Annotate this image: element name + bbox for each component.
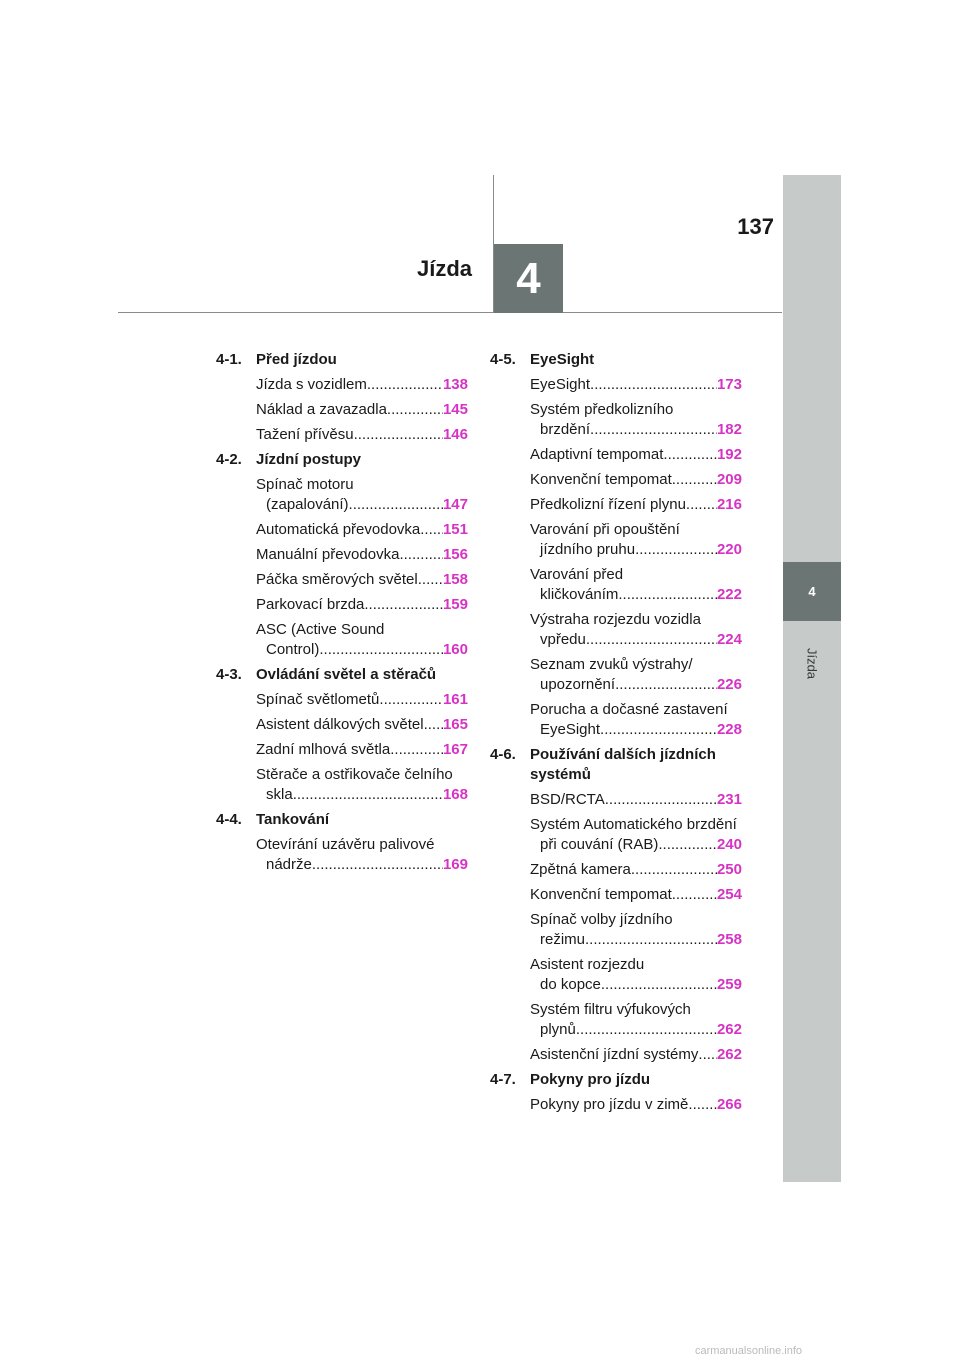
toc-entry[interactable]: [256, 690, 468, 710]
entry-title: EyeSight: [540, 721, 601, 738]
toc-entry[interactable]: [256, 570, 468, 590]
dot-leader: [688, 1095, 717, 1115]
entry-title: Automatická převodovka: [256, 521, 421, 538]
toc-entry[interactable]: [256, 835, 468, 875]
section-number: 4-3.: [216, 666, 242, 683]
dot-leader: [390, 740, 443, 760]
entry-title: Otevírání uzávěru palivové: [256, 836, 435, 853]
dot-leader: [312, 855, 443, 875]
page-reference-link[interactable]: 145: [442, 401, 468, 418]
page-reference-link[interactable]: 262: [716, 1021, 742, 1038]
entry-title: brzdění: [540, 421, 591, 438]
entry-title: Varování při opouštění: [530, 521, 680, 538]
entry-title: do kopce: [540, 976, 601, 993]
section-title: EyeSight: [530, 351, 595, 368]
toc-column-right: [490, 345, 742, 1115]
entry-title: Systém filtru výfukových: [530, 1001, 691, 1018]
section-title: Používání dalších jízdních systémů: [530, 746, 716, 783]
entry-title: nádrže: [266, 856, 312, 873]
dot-leader: [698, 1045, 717, 1065]
page-reference-link[interactable]: 216: [716, 496, 742, 513]
entry-title: skla: [266, 786, 293, 803]
section-heading: [216, 450, 468, 470]
page-reference-link[interactable]: 254: [716, 886, 742, 903]
page-reference-link[interactable]: 266: [716, 1096, 742, 1113]
section-number: 4-5.: [490, 351, 516, 368]
toc-entry[interactable]: [530, 1045, 742, 1065]
footer-watermark: carmanualsonline.info: [695, 1345, 803, 1357]
toc-entry[interactable]: [256, 595, 468, 615]
toc-entry[interactable]: [530, 910, 742, 950]
toc-entry[interactable]: [530, 885, 742, 905]
page-reference-link[interactable]: 209: [716, 471, 742, 488]
entry-title: Konvenční tempomat: [530, 886, 672, 903]
toc-entry[interactable]: [256, 765, 468, 805]
entry-title: Parkovací brzda: [256, 596, 365, 613]
section-heading: [490, 350, 742, 370]
dot-leader: [379, 690, 443, 710]
entry-title: Control): [266, 641, 320, 658]
entry-title: Páčka směrových světel: [256, 571, 418, 588]
dot-leader: [605, 790, 717, 810]
page-reference-link[interactable]: 182: [716, 421, 742, 438]
page-reference-link[interactable]: 262: [716, 1046, 742, 1063]
section-title: Ovládání světel a stěračů: [256, 666, 437, 683]
page-reference-link[interactable]: 138: [442, 376, 468, 393]
dot-leader: [618, 585, 717, 605]
dot-leader: [601, 975, 717, 995]
dot-leader: [349, 495, 443, 515]
dot-leader: [635, 540, 717, 560]
section-title: Tankování: [256, 811, 330, 828]
dot-leader: [576, 1020, 717, 1040]
toc-entry[interactable]: [530, 400, 742, 440]
section-heading: [490, 1070, 742, 1090]
page-reference-link[interactable]: 169: [442, 856, 468, 873]
toc-entry[interactable]: [530, 1000, 742, 1040]
entry-title: Náklad a zavazadla: [256, 401, 387, 418]
header-rule: [118, 312, 782, 313]
section-number: 4-4.: [216, 811, 242, 828]
entry-title: Manuální převodovka: [256, 546, 400, 563]
entry-title: upozornění: [540, 676, 616, 693]
page-number: 137: [737, 214, 774, 239]
page-reference-link[interactable]: 231: [716, 791, 742, 808]
toc-entry[interactable]: [256, 425, 468, 445]
toc-column-left: [216, 345, 468, 875]
dot-leader: [586, 630, 717, 650]
dot-leader: [672, 885, 717, 905]
page-reference-link[interactable]: 240: [716, 836, 742, 853]
toc-entry[interactable]: [530, 1095, 742, 1115]
toc-section: [216, 450, 468, 660]
toc-entry[interactable]: [530, 470, 742, 490]
toc-entry[interactable]: [256, 620, 468, 660]
dot-leader: [293, 785, 443, 805]
chapter-number-box: 4: [494, 244, 563, 313]
toc-entry[interactable]: [530, 375, 742, 395]
entry-title: Seznam zvuků výstrahy/: [530, 656, 693, 673]
entry-title: Systém Automatického brzdění: [530, 816, 737, 833]
dot-leader: [600, 720, 717, 740]
entry-title: kličkováním: [540, 586, 619, 603]
toc-entry[interactable]: [256, 475, 468, 515]
page-reference-link[interactable]: 250: [716, 861, 742, 878]
dot-leader: [387, 400, 443, 420]
dot-leader: [686, 495, 717, 515]
entry-title: Výstraha rozjezdu vozidla: [530, 611, 701, 628]
toc-section: [490, 350, 742, 740]
entry-title: Konvenční tempomat: [530, 471, 672, 488]
page-reference-link[interactable]: 222: [716, 586, 742, 603]
section-number: 4-2.: [216, 451, 242, 468]
entry-title: Tažení přívěsu: [256, 426, 354, 443]
toc-section: [216, 665, 468, 805]
section-title: Před jízdou: [256, 351, 337, 368]
dot-leader: [367, 375, 443, 395]
dot-leader: [399, 545, 443, 565]
entry-title: Spínač motoru: [256, 476, 354, 493]
page-reference-link[interactable]: 160: [442, 641, 468, 658]
side-tab-number[interactable]: 4: [783, 562, 841, 621]
entry-title: Porucha a dočasné zastavení: [530, 701, 728, 718]
dot-leader: [585, 930, 717, 950]
section-number: 4-1.: [216, 351, 242, 368]
entry-title: Zpětná kamera: [530, 861, 631, 878]
toc-entry[interactable]: [530, 610, 742, 650]
page-reference-link[interactable]: 224: [716, 631, 742, 648]
dot-leader: [590, 375, 717, 395]
section-title: Pokyny pro jízdu: [530, 1071, 651, 1088]
section-number: 4-6.: [490, 746, 516, 763]
page-reference-link[interactable]: 159: [442, 596, 468, 613]
section-title: Jízdní postupy: [256, 451, 361, 468]
page-reference-link[interactable]: 156: [442, 546, 468, 563]
page-reference-link[interactable]: 173: [716, 376, 742, 393]
entry-title: BSD/RCTA: [530, 791, 605, 808]
page-reference-link[interactable]: 226: [716, 676, 742, 693]
entry-title: Spínač světlometů: [256, 691, 380, 708]
page-reference-link[interactable]: 168: [442, 786, 468, 803]
toc-section: [490, 745, 742, 1065]
page-reference-link[interactable]: 228: [716, 721, 742, 738]
entry-title: (zapalování): [266, 496, 349, 513]
page-reference-link[interactable]: 259: [716, 976, 742, 993]
dot-leader: [424, 715, 443, 735]
page-reference-link[interactable]: 192: [716, 446, 742, 463]
dot-leader: [658, 835, 717, 855]
entry-title: jízdního pruhu: [540, 541, 636, 558]
entry-title: Předkolizní řízení plynu: [530, 496, 686, 513]
dot-leader: [364, 595, 443, 615]
page-reference-link[interactable]: 151: [442, 521, 468, 538]
dot-leader: [420, 520, 443, 540]
entry-title: Asistent rozjezdu: [530, 956, 645, 973]
toc-entry[interactable]: [530, 790, 742, 810]
page-reference-link[interactable]: 158: [442, 571, 468, 588]
entry-title: při couvání (RAB): [540, 836, 659, 853]
entry-title: Systém předkolizního: [530, 401, 674, 418]
dot-leader: [319, 640, 443, 660]
section-heading: [216, 810, 468, 830]
dot-leader: [590, 420, 717, 440]
entry-title: režimu: [540, 931, 586, 948]
toc-entry[interactable]: [530, 815, 742, 855]
page-reference-link[interactable]: 220: [716, 541, 742, 558]
toc-entry[interactable]: [530, 495, 742, 515]
entry-title: EyeSight: [530, 376, 591, 393]
dot-leader: [672, 470, 717, 490]
section-number: 4-7.: [490, 1071, 516, 1088]
entry-title: Jízda s vozidlem: [256, 376, 367, 393]
page-reference-link[interactable]: 146: [442, 426, 468, 443]
dot-leader: [615, 675, 717, 695]
toc-entry[interactable]: [256, 545, 468, 565]
page-reference-link[interactable]: 258: [716, 931, 742, 948]
page-reference-link[interactable]: 165: [442, 716, 468, 733]
dot-leader: [631, 860, 717, 880]
page-reference-link[interactable]: 167: [442, 741, 468, 758]
entry-title: ASC (Active Sound: [256, 621, 385, 638]
toc-section: [216, 810, 468, 875]
toc-entry[interactable]: [530, 860, 742, 880]
side-tab-label: Jízda: [804, 647, 820, 680]
toc-entry[interactable]: [256, 400, 468, 420]
toc-entry[interactable]: [530, 700, 742, 740]
toc-entry[interactable]: [530, 655, 742, 695]
toc-entry[interactable]: [256, 715, 468, 735]
dot-leader: [354, 425, 443, 445]
chapter-title: Jízda: [416, 256, 472, 281]
toc-entry[interactable]: [530, 955, 742, 995]
entry-title: Stěrače a ostřikovače čelního: [256, 766, 453, 783]
entry-title: Asistenční jízdní systémy: [530, 1046, 699, 1063]
toc-section: [216, 350, 468, 445]
entry-title: vpředu: [540, 631, 586, 648]
entry-title: Asistent dálkových světel: [256, 716, 424, 733]
page-reference-link[interactable]: 147: [442, 496, 468, 513]
page-reference-link[interactable]: 161: [442, 691, 468, 708]
section-heading: [490, 745, 742, 785]
section-heading: [216, 350, 468, 370]
toc-entry[interactable]: [256, 520, 468, 540]
entry-title: plynů: [540, 1021, 576, 1038]
section-heading: [216, 665, 468, 685]
toc-section: [490, 1070, 742, 1115]
dot-leader: [418, 570, 443, 590]
entry-title: Varování před: [530, 566, 624, 583]
entry-title: Zadní mlhová světla: [256, 741, 391, 758]
entry-title: Adaptivní tempomat: [530, 446, 664, 463]
toc-entry[interactable]: [256, 375, 468, 395]
toc-entry[interactable]: [530, 565, 742, 605]
dot-leader: [663, 445, 717, 465]
toc-entry[interactable]: [530, 520, 742, 560]
toc-entry[interactable]: [256, 740, 468, 760]
entry-title: Spínač volby jízdního: [530, 911, 673, 928]
toc-entry[interactable]: [530, 445, 742, 465]
entry-title: Pokyny pro jízdu v zimě: [530, 1096, 689, 1113]
